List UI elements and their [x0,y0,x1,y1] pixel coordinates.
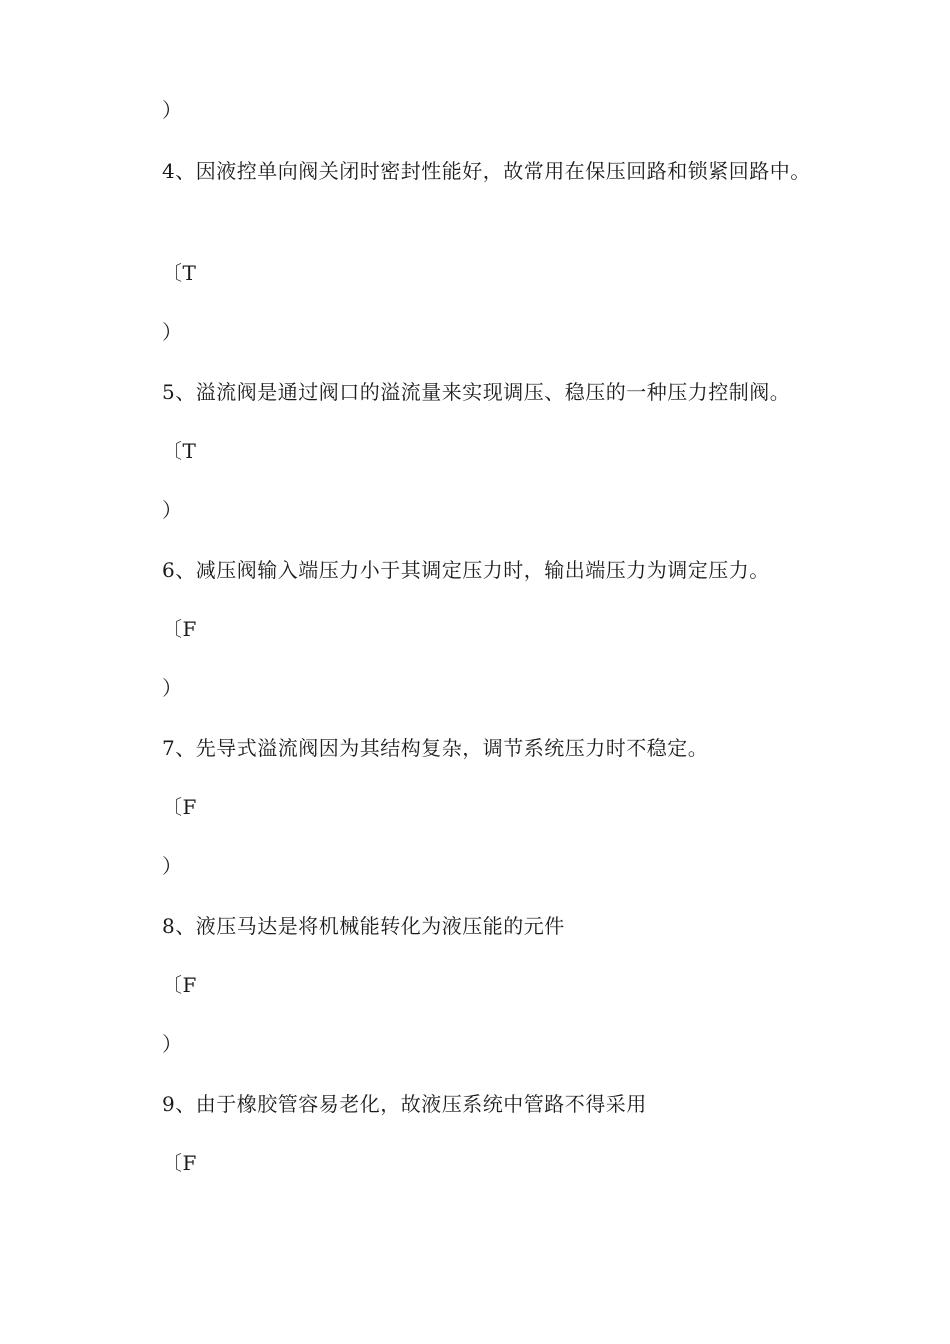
closing-bracket: ） [162,98,183,122]
answer-7: 〔F [162,795,197,819]
question-7: 7、先导式溢流阀因为其结构复杂，调节系统压力时不稳定。 [162,736,709,760]
question-9: 9、由于橡胶管容易老化，故液压系统中管路不得采用 [162,1092,647,1116]
closing-bracket: ） [162,854,183,878]
question-6: 6、减压阀输入端压力小于其调定压力时，输出端压力为调定压力。 [162,558,770,582]
question-5: 5、溢流阀是通过阀口的溢流量来实现调压、稳压的一种压力控制阀。 [162,380,791,404]
closing-bracket: ） [162,320,183,344]
closing-bracket: ） [162,676,183,700]
question-4: 4、因液控单向阀关闭时密封性能好，故常用在保压回路和锁紧回路中。 [162,159,811,183]
answer-8: 〔F [162,973,197,997]
answer-6: 〔F [162,617,197,641]
closing-bracket: ） [162,1032,183,1056]
answer-4: 〔T [162,261,197,285]
answer-5: 〔T [162,439,197,463]
answer-9: 〔F [162,1151,197,1175]
question-8: 8、液压马达是将机械能转化为液压能的元件 [162,914,565,938]
closing-bracket: ） [162,498,183,522]
